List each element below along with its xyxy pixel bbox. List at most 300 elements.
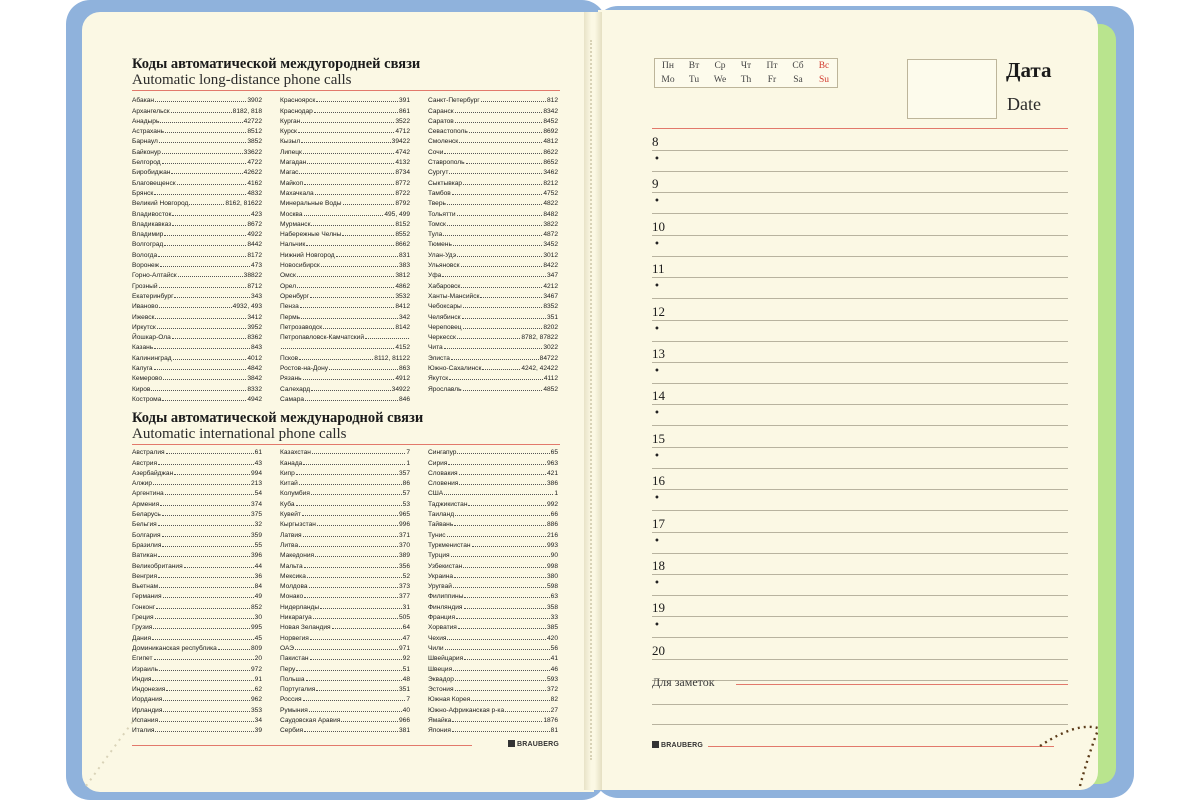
code-entry (280, 259, 410, 269)
code-entry (280, 549, 410, 559)
code-entry (428, 228, 558, 238)
half-hour-bullet: • (654, 366, 660, 377)
schedule-line[interactable] (652, 616, 1068, 617)
schedule-line[interactable] (652, 637, 1068, 638)
dial-code: 381 (398, 727, 410, 735)
schedule-line[interactable] (652, 362, 1068, 363)
place-name: Барнаул (132, 138, 158, 146)
dial-code: 57 (402, 490, 410, 498)
dot-leader (304, 597, 398, 598)
code-entry (280, 331, 410, 341)
schedule-line[interactable] (652, 447, 1068, 448)
place-name: Австралия (132, 449, 165, 457)
dial-code: 8552 (395, 231, 410, 239)
place-name: Тамбов (428, 189, 451, 197)
code-entry (280, 341, 410, 351)
place-name: Воронеж (132, 262, 160, 270)
code-entry (280, 683, 410, 693)
dial-code: 343 (250, 292, 262, 300)
code-entry (280, 279, 410, 289)
place-name: Иваново (132, 303, 159, 311)
place-name: Латвия (280, 531, 302, 539)
dot-leader (154, 194, 246, 195)
dial-code: 38822 (243, 272, 262, 280)
code-entry (428, 703, 558, 713)
hour-label: 17 (652, 515, 665, 531)
schedule-top-rule (652, 128, 1068, 129)
dot-leader (442, 276, 546, 277)
schedule-line[interactable] (652, 489, 1068, 490)
code-entry (280, 662, 410, 672)
dot-leader (457, 256, 542, 257)
place-name: Сирия (428, 459, 448, 467)
place-name: Саратов (428, 117, 454, 125)
code-entry (132, 539, 262, 549)
code-entry (132, 683, 262, 693)
code-entry (132, 528, 262, 538)
place-name: Беларусь (132, 511, 161, 519)
hour-label: 11 (652, 261, 665, 277)
schedule-line[interactable] (652, 192, 1068, 193)
schedule-line[interactable] (652, 510, 1068, 511)
code-entry (132, 642, 262, 652)
dot-leader (302, 515, 398, 516)
place-name: Йошкар-Ола (132, 334, 171, 342)
weekday-ru-6[interactable]: Вс (818, 61, 830, 71)
dial-code: 4872 (543, 231, 558, 239)
dial-code: 4842 (247, 365, 262, 373)
dot-leader (165, 132, 246, 133)
code-entry (132, 600, 262, 610)
code-entry (132, 446, 262, 456)
dial-code: 374 (250, 500, 262, 508)
dot-leader (310, 639, 402, 640)
dial-code: 598 (546, 583, 558, 591)
dot-leader (155, 318, 246, 319)
dial-code: 8662 (395, 241, 410, 249)
place-name: Магадан (280, 159, 307, 167)
place-name: Курск (280, 128, 297, 136)
code-entry (428, 382, 558, 392)
code-entry (280, 508, 410, 518)
code-entry (428, 683, 558, 693)
dial-code: 863 (398, 365, 410, 373)
code-entry (428, 477, 558, 487)
code-entry (428, 156, 558, 166)
code-entry (280, 176, 410, 186)
dial-code: 386 (546, 480, 558, 488)
dial-code: 3412 (247, 313, 262, 321)
place-name: Майкоп (280, 179, 304, 187)
dial-code: 351 (546, 313, 558, 321)
date-field[interactable] (907, 59, 997, 119)
hour-label: 12 (652, 303, 665, 319)
international-title-en: Automatic international phone calls (132, 426, 347, 442)
dial-code: 66 (550, 511, 558, 519)
schedule-line[interactable] (652, 659, 1068, 660)
code-entry (280, 631, 410, 641)
place-name: Пермь (280, 313, 301, 321)
code-column (428, 446, 558, 734)
weekday-ru-3[interactable]: Чт (740, 61, 752, 71)
code-entry (132, 228, 262, 238)
dot-leader (458, 628, 546, 629)
code-entry (280, 714, 410, 724)
weekday-ru-1[interactable]: Вт (688, 61, 700, 71)
place-name: Екатеринбург (132, 292, 174, 300)
weekday-en-4[interactable]: Fr (767, 75, 777, 85)
dial-code: 389 (398, 552, 410, 560)
dial-code: 61 (254, 449, 262, 457)
place-name: Петрозаводск (280, 323, 323, 331)
code-entry (428, 559, 558, 569)
dial-code: 972 (250, 665, 262, 673)
place-name: Мексика (280, 572, 306, 580)
place-name: Швейцария (428, 655, 464, 663)
dot-leader (171, 112, 232, 113)
place-name: Махачкала (280, 189, 314, 197)
place-name: Германия (132, 593, 162, 601)
dot-leader (336, 256, 398, 257)
code-entry (132, 673, 262, 683)
dial-code: 82 (550, 696, 558, 704)
schedule-line[interactable] (652, 171, 1068, 172)
code-entry (280, 372, 410, 382)
place-name: Канада (280, 459, 303, 467)
place-name: Кострома (132, 395, 162, 403)
dial-code: 963 (546, 459, 558, 467)
dial-code: 3522 (395, 117, 410, 125)
dial-code: 809 (250, 644, 262, 652)
half-hour-bullet: • (654, 578, 660, 589)
dial-code: 47 (402, 634, 410, 642)
dot-leader (463, 567, 546, 568)
code-entry (428, 456, 558, 466)
dot-leader (299, 484, 402, 485)
place-name: Гонконг (132, 603, 156, 611)
code-entry (280, 570, 410, 580)
code-entry (132, 351, 262, 361)
code-entry (132, 115, 262, 125)
weekday-ru-5[interactable]: Сб (792, 61, 804, 71)
dial-code: 54 (254, 490, 262, 498)
dial-code: 8482 (543, 210, 558, 218)
schedule-line[interactable] (652, 235, 1068, 236)
dial-code: 3532 (395, 292, 410, 300)
place-name: Китай (280, 480, 298, 488)
place-name: Колумбия (280, 490, 310, 498)
dial-code: 8152 (395, 220, 410, 228)
dot-leader (451, 556, 550, 557)
international-title-ru: Коды автоматической международной связи (132, 410, 424, 426)
dial-code: 420 (546, 634, 558, 642)
weekday-en-2[interactable]: We (713, 75, 727, 85)
code-entry (428, 518, 558, 528)
place-name: Ульяновск (428, 262, 460, 270)
dial-code: 1 (406, 459, 410, 467)
place-name: Челябинск (428, 313, 461, 321)
weekday-ru-2[interactable]: Ср (714, 61, 726, 71)
dot-leader (301, 122, 394, 123)
place-name: Тюмень (428, 241, 452, 249)
dial-code: 43 (254, 459, 262, 467)
schedule-line[interactable] (652, 150, 1068, 151)
weekday-ru-4[interactable]: Пт (766, 61, 778, 71)
place-name: Доминиканская республика (132, 644, 217, 652)
code-entry (132, 456, 262, 466)
code-entry (428, 590, 558, 600)
hour-label: 14 (652, 388, 665, 404)
dot-leader (159, 142, 246, 143)
dial-code: 4812 (543, 138, 558, 146)
right-brand-logo (652, 741, 703, 749)
dot-leader (298, 132, 394, 133)
dot-leader (157, 328, 247, 329)
schedule-line[interactable] (652, 298, 1068, 299)
dial-code: 48 (402, 675, 410, 683)
dot-leader (471, 700, 549, 701)
schedule-line[interactable] (652, 532, 1068, 533)
dot-leader (166, 453, 254, 454)
code-entry (132, 393, 262, 403)
dial-code: 812 (546, 97, 558, 105)
hour-label: 13 (652, 346, 665, 361)
dial-code: 3902 (247, 97, 262, 105)
date-title-ru: Дата (1006, 58, 1052, 82)
left-brand-logo (508, 740, 559, 748)
code-entry (428, 187, 558, 197)
dot-leader (456, 618, 550, 619)
dot-leader (443, 235, 542, 236)
place-name: Перу (280, 665, 296, 673)
dial-code: 8734 (395, 169, 410, 177)
schedule-line[interactable] (652, 404, 1068, 405)
place-name: Новая Зеландия (280, 624, 331, 632)
dot-leader (329, 369, 398, 370)
dial-code: 36 (254, 572, 262, 580)
schedule-line[interactable] (652, 213, 1068, 214)
heading-rule (132, 444, 560, 445)
dial-code: 42722 (243, 117, 262, 125)
schedule-line[interactable] (652, 256, 1068, 257)
dial-code: 4132 (395, 159, 410, 167)
dot-leader (343, 204, 395, 205)
dot-leader (342, 235, 394, 236)
code-entry (132, 145, 262, 155)
dot-leader (312, 453, 405, 454)
dot-leader (464, 659, 549, 660)
code-entry (428, 580, 558, 590)
heading-rule (132, 90, 560, 91)
left-corner-ornament (82, 690, 142, 790)
dot-leader (315, 556, 398, 557)
dot-leader (155, 101, 246, 102)
dot-leader (453, 245, 542, 246)
place-name: Румыния (280, 706, 308, 714)
dot-leader (281, 348, 394, 349)
dial-code: 593 (546, 675, 558, 683)
place-name: Монако (280, 593, 304, 601)
schedule-line[interactable] (652, 553, 1068, 554)
dot-leader (303, 464, 405, 465)
dial-code: 84722 (539, 354, 558, 362)
place-name: Туркменистан (428, 541, 471, 549)
code-entry (428, 218, 558, 228)
dial-code: 353 (250, 706, 262, 714)
place-name: Красноярск (280, 97, 316, 105)
code-entry (280, 145, 410, 155)
place-name: Венгрия (132, 572, 158, 580)
dial-code: 8442 (247, 241, 262, 249)
dot-leader (153, 484, 250, 485)
code-entry (428, 372, 558, 382)
schedule-line[interactable] (652, 341, 1068, 342)
dot-leader (159, 307, 231, 308)
schedule-line[interactable] (652, 320, 1068, 321)
notes-line (652, 704, 1068, 705)
dial-code: 4912 (395, 375, 410, 383)
dial-code: 8172 (247, 251, 262, 259)
schedule-line[interactable] (652, 425, 1068, 426)
place-name: Нальчик (280, 241, 306, 249)
dot-leader (158, 464, 254, 465)
code-entry (428, 310, 558, 320)
place-name: Словения (428, 480, 459, 488)
place-name: Тунис (428, 531, 446, 539)
dial-code: 993 (546, 541, 558, 549)
dot-leader (163, 711, 250, 712)
dot-leader (160, 505, 250, 506)
international-table (132, 446, 558, 734)
dial-code: 86 (402, 480, 410, 488)
schedule-line[interactable] (652, 468, 1068, 469)
place-name: Липецк (280, 148, 302, 156)
dial-code: 55 (254, 541, 262, 549)
dial-code: 998 (546, 562, 558, 570)
place-name: Польша (280, 675, 305, 683)
dial-code: 373 (398, 583, 410, 591)
schedule-line[interactable] (652, 383, 1068, 384)
hour-label: 16 (652, 473, 665, 489)
place-name: Сургут (428, 169, 449, 177)
dial-code: 8112, 81122 (374, 354, 410, 362)
schedule-line[interactable] (652, 595, 1068, 596)
hour-label: 15 (652, 430, 665, 446)
dial-code: 8202 (543, 323, 558, 331)
place-name: Астрахань (132, 128, 165, 136)
place-name: Орел (280, 282, 297, 290)
notes-label: Для заметок (652, 675, 715, 689)
place-name: Самара (280, 395, 305, 403)
dial-code: 51 (402, 665, 410, 673)
dial-code: 39422 (391, 138, 410, 146)
place-name: Франция (428, 614, 456, 622)
dot-leader (159, 587, 254, 588)
weekday-en-5[interactable]: Sa (793, 75, 803, 85)
schedule-line[interactable] (652, 574, 1068, 575)
code-entry (280, 487, 410, 497)
dial-code: 992 (546, 500, 558, 508)
schedule-line[interactable] (652, 277, 1068, 278)
code-entry (280, 300, 410, 310)
dot-leader (159, 721, 253, 722)
code-entry (280, 187, 410, 197)
weekday-en-1[interactable]: Tu (688, 75, 700, 85)
dial-code: 375 (250, 511, 262, 519)
dial-code: 63 (550, 593, 558, 601)
dial-code: 495, 499 (384, 210, 410, 218)
dial-code: 213 (250, 480, 262, 488)
code-entry (280, 269, 410, 279)
dial-code: 81 (550, 727, 558, 735)
dot-leader (297, 276, 394, 277)
place-name: Нидерланды (280, 603, 320, 611)
dot-leader (303, 153, 394, 154)
place-name: Минеральные Воды (280, 200, 342, 208)
code-entry (280, 456, 410, 466)
dial-code: 8352 (543, 303, 558, 311)
place-name: Чехия (428, 634, 447, 642)
code-entry (280, 351, 410, 361)
place-name: Байконур (132, 148, 161, 156)
dot-leader (469, 132, 543, 133)
place-name: Филиппины (428, 593, 464, 601)
code-entry (132, 310, 262, 320)
dot-leader (301, 318, 398, 319)
dot-leader (307, 577, 402, 578)
place-name: Сингапур (428, 449, 457, 457)
dial-code: 4942 (247, 395, 262, 403)
code-entry (428, 652, 558, 662)
code-entry (132, 497, 262, 507)
place-name: Казахстан (280, 449, 311, 457)
dot-leader (189, 204, 224, 205)
place-name: Мальта (280, 562, 303, 570)
dial-code: 27 (550, 706, 558, 714)
weekday-en-0[interactable]: Mo (661, 75, 675, 85)
place-name: Финляндия (428, 603, 463, 611)
place-name: Куба (280, 500, 295, 508)
weekday-ru-0[interactable]: Пн (662, 61, 674, 71)
code-entry (132, 176, 262, 186)
place-name: Саудовская Аравия (280, 717, 341, 725)
dot-leader (315, 194, 395, 195)
dot-leader (480, 297, 542, 298)
place-name: Тверь (428, 200, 446, 208)
dial-code: 8622 (543, 148, 558, 156)
weekday-en-3[interactable]: Th (740, 75, 752, 85)
place-name: Архангельск (132, 107, 170, 115)
code-entry (132, 135, 262, 145)
place-name: Смоленск (428, 138, 459, 146)
place-name: Черкесск (428, 334, 456, 342)
place-name: Мурманск (280, 220, 311, 228)
place-name: Краснодар (280, 107, 313, 115)
code-entry (132, 341, 262, 351)
weekday-en-6[interactable]: Su (818, 75, 830, 85)
dial-code: 4822 (543, 200, 558, 208)
dial-code: 995 (250, 624, 262, 632)
code-entry (132, 94, 262, 104)
code-entry (280, 94, 410, 104)
dot-leader (455, 680, 546, 681)
place-name: Улан-Удэ (428, 251, 457, 259)
code-entry (428, 549, 558, 559)
code-entry (428, 508, 558, 518)
dial-code: 62 (254, 686, 262, 694)
dial-code: 4112 (543, 375, 558, 383)
dot-leader (459, 142, 542, 143)
